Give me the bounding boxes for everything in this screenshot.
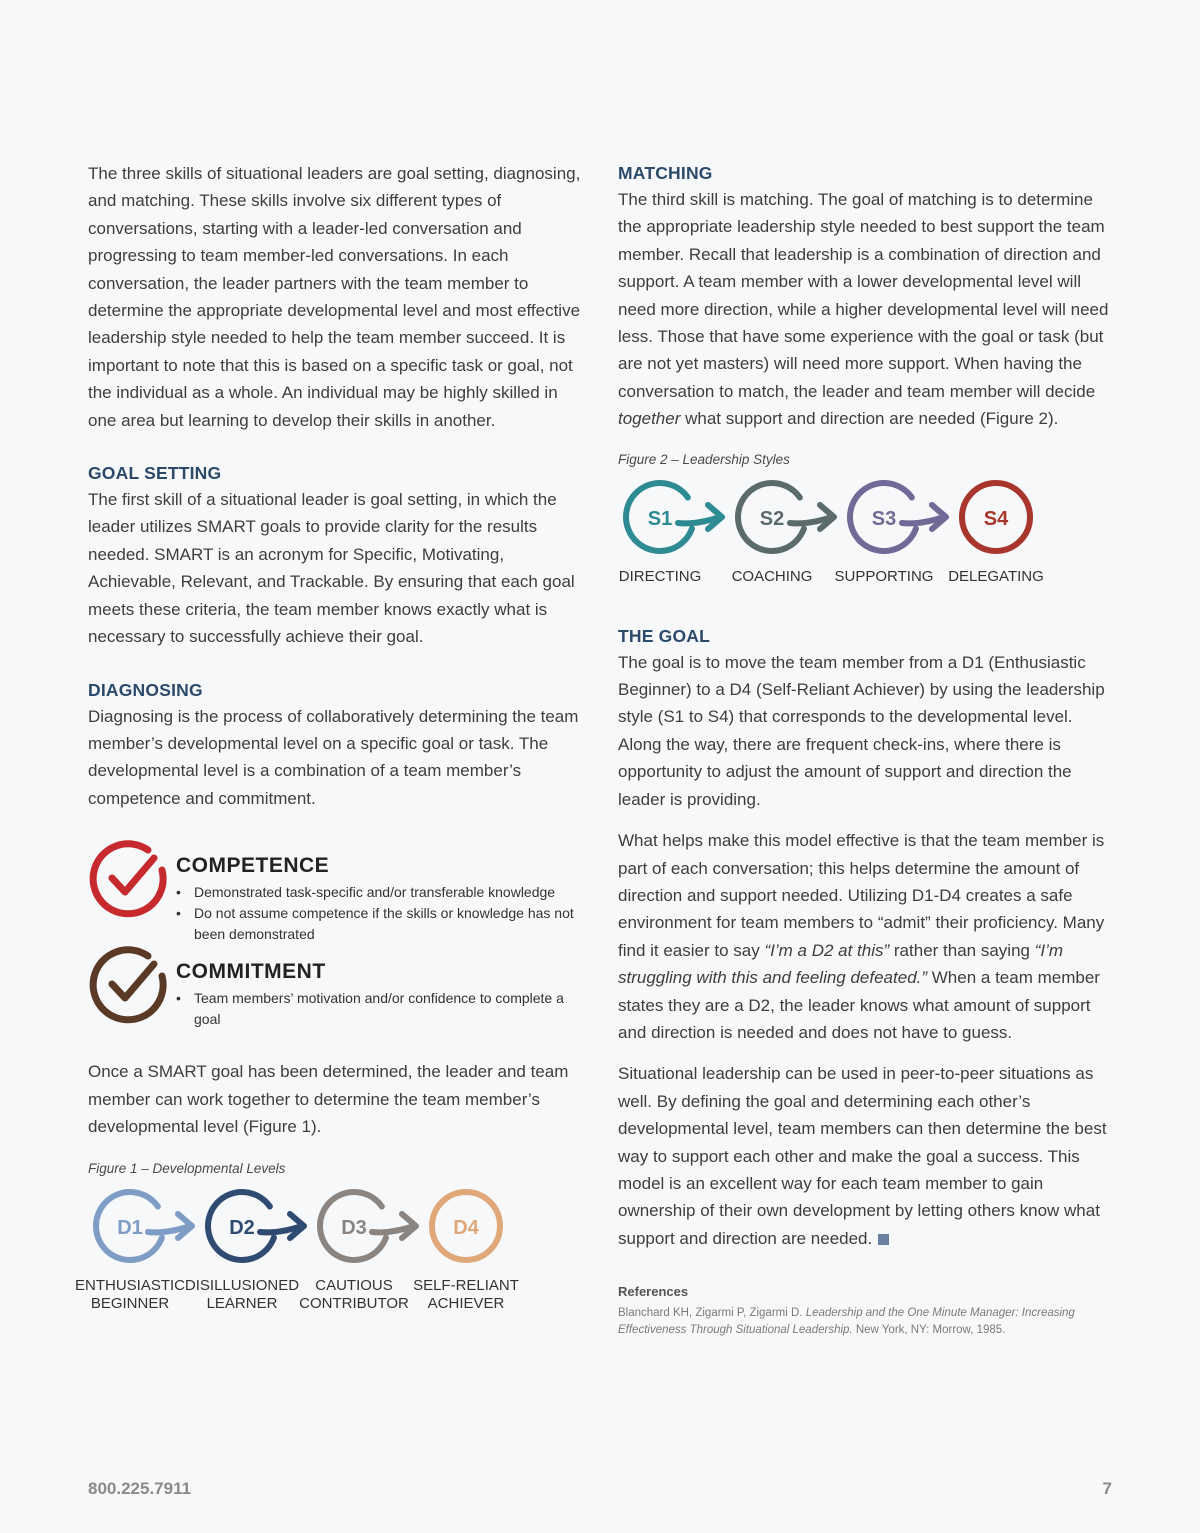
competence-bullet: • Do not assume competence if the skills or knowledge has not been demonstrated: [176, 903, 576, 945]
goal-setting-paragraph: The first skill of a situational leader is goal setting, in which the leader utilizes SMART goals to provide clarity for the results needed. SMART is an acronym for Specific, Motivating, Achievable, Relevant, and Trackable. By ensuring that each goal meets these criteria, the team member knows exactly what is necessary to successfully achieve their goal.: [88, 490, 575, 647]
leadership-style-step-s4: [948, 483, 1044, 585]
commitment-check-icon: [88, 946, 168, 1026]
leadership-styles-diagram: [618, 469, 1098, 599]
leadership-style-step-s3: [835, 483, 946, 585]
leadership-style-code: S2: [759, 507, 785, 530]
diagnosing-heading: DIAGNOSING: [88, 679, 203, 700]
effective-paragraph: What helps make this model effective is that the team member is part of each conversation; this helps determine the amount of direction and support needed. Utilizing D1-D4 creates a safe environment for team members to “admit” their proficiency. Many find it easier to say “I’m a D2 at this” rather than saying “I’m struggling with this and feeling defeated.” When a team member states they are a D2, the leader knows what amount of support and direction is needed and does not have to guess.: [618, 831, 1105, 1042]
left-column: [74, 160, 588, 1313]
commitment-block: [88, 946, 588, 1042]
dev-level-code: D4: [453, 1217, 479, 1240]
dev-level-step-d1: [75, 1192, 192, 1312]
leadership-style-code: S3: [871, 507, 897, 530]
footer-phone: 800.225.7911: [88, 1479, 192, 1498]
dev-level-label-line2: BEGINNER: [90, 1295, 170, 1313]
diagnosing-paragraph: Diagnosing is the process of collaboratively determining the team member’s developmental level on a specific goal or task. The developmental level is a combination of a team member’s competence and commitment.: [88, 706, 579, 808]
after-checks-paragraph: Once a SMART goal has been determined, the leader and team member can work together to determine the team member’s developmental level (Figure 1).: [88, 1062, 569, 1136]
leadership-style-code: S1: [647, 507, 673, 530]
references-heading: References: [618, 1284, 689, 1300]
the-goal-heading: THE GOAL: [618, 625, 711, 646]
developmental-levels-diagram: [74, 1178, 568, 1313]
dev-level-label: SELF-RELIANT: [413, 1277, 519, 1295]
page-number: 7: [1102, 1479, 1112, 1498]
dev-level-label-line2: ACHIEVER: [427, 1295, 505, 1313]
leadership-style-label: SUPPORTING: [834, 567, 934, 585]
leadership-style-code: S4: [983, 507, 1009, 530]
dev-level-code: D2: [229, 1217, 255, 1240]
matching-heading: MATCHING: [618, 163, 713, 183]
figure1-caption: Figure 1 – Developmental Levels: [88, 1161, 286, 1177]
the-goal-paragraph: The goal is to move the team member from a D1 (Enthusiastic Beginner) to a D4 (Self-Reliant Achiever) by using the leadership style (S1 to S4) that corresponds to the developmental level. Along the way, there are frequent check-ins, where there is opportunity to adjust the amount of support and direction the leader is providing.: [618, 652, 1105, 809]
peer-paragraph: Situational leadership can be used in peer-to-peer situations as well. By defining the goal and determining each other’s developmental level, team members can then determine the best way to support each other and make the goal a success. This model is an excellent way for each team member to gain ownership of their own development by letting others know what support and direction are needed.: [618, 1064, 1107, 1248]
leadership-style-label: COACHING: [731, 567, 813, 585]
leadership-style-step-s1: [619, 483, 722, 585]
competence-check-icon: [88, 840, 168, 920]
goal-setting-heading: GOAL SETTING: [88, 463, 222, 484]
dev-level-label-line2: LEARNER: [206, 1295, 278, 1313]
competence-title: COMPETENCE: [176, 854, 330, 878]
reference-entry: Blanchard KH, Zigarmi P, Zigarmi D. Leadership and the One Minute Manager: Increasing Effectiveness Through Situational Leadership. New York, NY: Morrow, 1985.: [618, 1307, 1075, 1337]
dev-level-code: D1: [117, 1217, 143, 1240]
leadership-style-label: DIRECTING: [618, 567, 702, 585]
dev-level-label: ENTHUSIASTIC: [74, 1277, 186, 1295]
competence-bullet: • Demonstrated task-specific and/or transferable knowledge: [176, 882, 576, 903]
leadership-style-label: DELEGATING: [948, 567, 1044, 585]
dev-level-step-d2: [185, 1192, 304, 1312]
dev-level-step-d3: [299, 1192, 416, 1312]
end-mark-square: [878, 1234, 889, 1245]
dev-level-label: DISILLUSIONED: [184, 1277, 300, 1295]
commitment-bullet: • Team members’ motivation and/or confidence to complete a goal: [176, 988, 576, 1030]
dev-level-step-d4: [413, 1192, 519, 1312]
intro-paragraph: The three skills of situational leaders are goal setting, diagnosing, and matching. These skills involve six different types of conversations, starting with a leader-led conversation and progressing to team member-led conversations. In each conversation, the leader partners with the team member to determine the appropriate developmental level and most effective leadership style needed to help the team member succeed. It is important to note that this is based on a specific task or goal, not the individual as a whole. An individual may be highly skilled in one area but learning to develop their skills in another.: [88, 164, 581, 430]
leadership-style-step-s2: [732, 483, 834, 585]
matching-paragraph: The third skill is matching. The goal of matching is to determine the appropriate leadership style needed to best support the team member. Recall that leadership is a combination of direction and support. A team member with a lower developmental level will need more direction, while a higher developmental level will need less. Those that have some experience with the goal or task (but are not yet masters) will need more support. When having the conversation to match, the leader and team member will decide together what support and direction are needed (Figure 2).: [618, 190, 1109, 429]
right-column: [618, 160, 1118, 1339]
dev-level-label-line2: CONTRIBUTOR: [299, 1295, 409, 1313]
commitment-title: COMMITMENT: [176, 960, 326, 984]
figure2-caption: Figure 2 – Leadership Styles: [618, 451, 790, 467]
dev-level-label: CAUTIOUS: [315, 1277, 393, 1295]
dev-level-code: D3: [341, 1217, 367, 1240]
competence-block: [88, 840, 588, 943]
